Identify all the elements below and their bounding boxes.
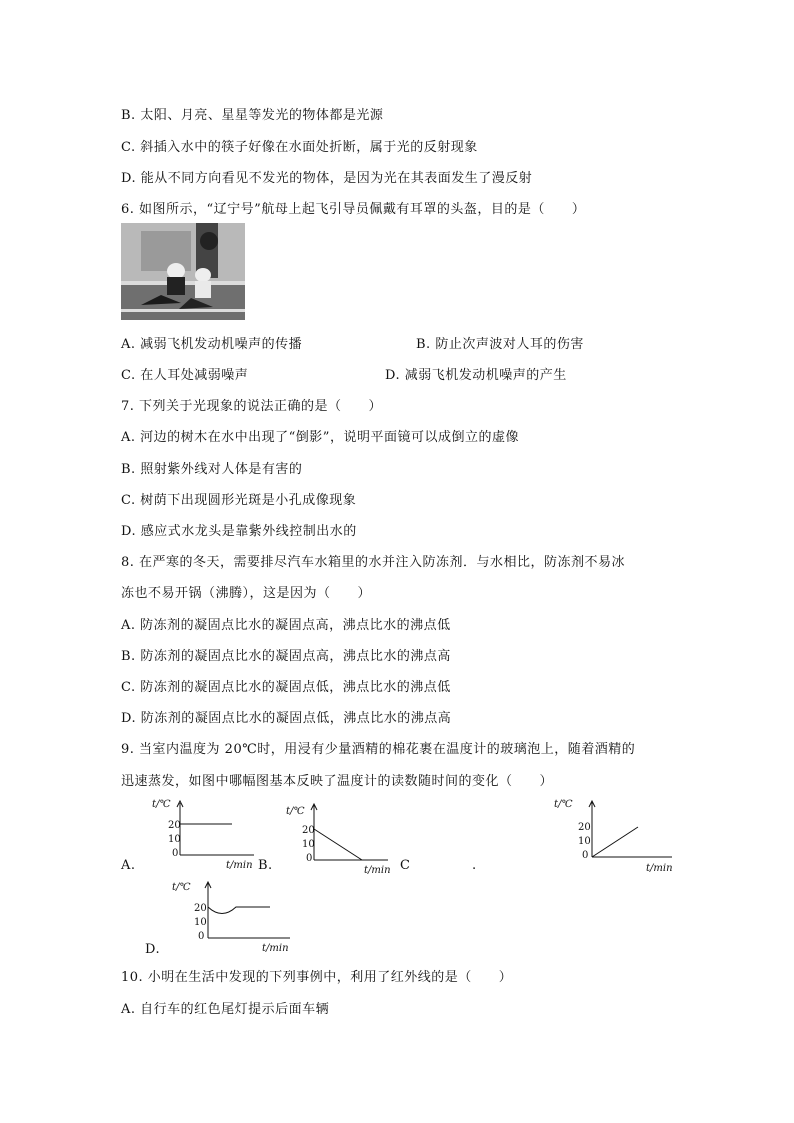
option-a-q7: A. 河边的树木在水中出现了“倒影”，说明平面镜可以成倒立的虚像 — [121, 430, 519, 445]
graph-a-xlabel: t/min — [226, 860, 253, 871]
graph-b — [284, 800, 394, 879]
graph-a-tick0: 0 — [172, 848, 179, 859]
aircraft-carrier-photo — [121, 223, 245, 320]
graph-c — [554, 795, 679, 879]
graph-d-tick10: 10 — [194, 917, 207, 928]
graph-b-tick0: 0 — [306, 853, 313, 864]
option-c-q8: C. 防冻剂的凝固点比水的凝固点低，沸点比水的沸点低 — [121, 680, 451, 695]
graph-b-option: B. — [258, 858, 273, 873]
question-7: 7. 下列关于光现象的说法正确的是（ ） — [121, 399, 383, 414]
graph-a-option: A. — [121, 858, 136, 873]
option-d-q6: D. 减弱飞机发动机噪声的产生 — [385, 368, 567, 383]
graph-a-tick10: 10 — [168, 834, 181, 845]
option-d-q7: D. 感应式水龙头是靠紫外线控制出水的 — [121, 524, 357, 539]
graph-c-option: C — [400, 858, 411, 873]
graph-d-option: D. — [145, 942, 161, 957]
graph-c-tick0: 0 — [582, 850, 589, 861]
option-b-q6: B. 防止次声波对人耳的伤害 — [416, 337, 584, 352]
question-8-line2: 冻也不易开锅（沸腾），这是因为（ ） — [121, 586, 372, 601]
graph-b-tick20: 20 — [302, 825, 315, 836]
option-a-q8: A. 防冻剂的凝固点比水的凝固点高，沸点比水的沸点低 — [121, 618, 451, 633]
option-d-q8: D. 防冻剂的凝固点比水的凝固点低，沸点比水的沸点高 — [121, 711, 452, 726]
graph-a — [150, 795, 260, 874]
graph-c-xlabel: t/min — [646, 863, 673, 874]
question-10: 10. 小明在生活中发现的下列事例中，利用了红外线的是（ ） — [121, 970, 513, 985]
graph-a-tick20: 20 — [168, 820, 181, 831]
graph-d — [170, 878, 295, 957]
option-c-q5: C. 斜插入水中的筷子好像在水面处折断，属于光的反射现象 — [121, 140, 478, 155]
option-c-q7: C. 树荫下出现圆形光斑是小孔成像现象 — [121, 493, 357, 508]
question-8-line1: 8. 在严寒的冬天，需要排尽汽车水箱里的水并注入防冻剂．与水相比，防冻剂不易冰 — [121, 555, 626, 570]
graph-c-tick20: 20 — [578, 822, 591, 833]
graph-b-ylabel: t/℃ — [286, 806, 305, 817]
graph-c-tick10: 10 — [578, 836, 591, 847]
question-9-line1: 9. 当室内温度为 20℃时，用浸有少量酒精的棉花裹在温度计的玻璃泡上，随着酒精的 — [121, 742, 636, 757]
graph-d-tick20: 20 — [194, 903, 207, 914]
graph-d-tick0: 0 — [198, 931, 205, 942]
graph-b-tick10: 10 — [302, 839, 315, 850]
question-6: 6. 如图所示，“辽宁号”航母上起飞引导员佩戴有耳罩的头盔，目的是（ ） — [121, 202, 586, 217]
question-9-line2: 迅速蒸发，如图中哪幅图基本反映了温度计的读数随时间的变化（ ） — [121, 774, 554, 789]
option-c-q6: C. 在人耳处减弱噪声 — [121, 368, 249, 383]
option-d-q5: D. 能从不同方向看见不发光的物体，是因为光在其表面发生了漫反射 — [121, 171, 533, 186]
graph-c-ylabel: t/℃ — [554, 799, 573, 810]
graph-c-dot: . — [472, 858, 477, 873]
graph-d-ylabel: t/℃ — [172, 882, 191, 893]
option-b-q8: B. 防冻剂的凝固点比水的凝固点高，沸点比水的沸点高 — [121, 649, 451, 664]
option-a-q10: A. 自行车的红色尾灯提示后面车辆 — [121, 1002, 330, 1017]
graph-b-xlabel: t/min — [364, 865, 391, 876]
option-a-q6: A. 减弱飞机发动机噪声的传播 — [121, 337, 303, 352]
graph-d-xlabel: t/min — [262, 943, 289, 954]
option-b-q7: B. 照射紫外线对人体是有害的 — [121, 462, 303, 477]
option-b-q5: B. 太阳、月亮、星星等发光的物体都是光源 — [121, 108, 384, 123]
graph-a-ylabel: t/℃ — [152, 799, 171, 810]
